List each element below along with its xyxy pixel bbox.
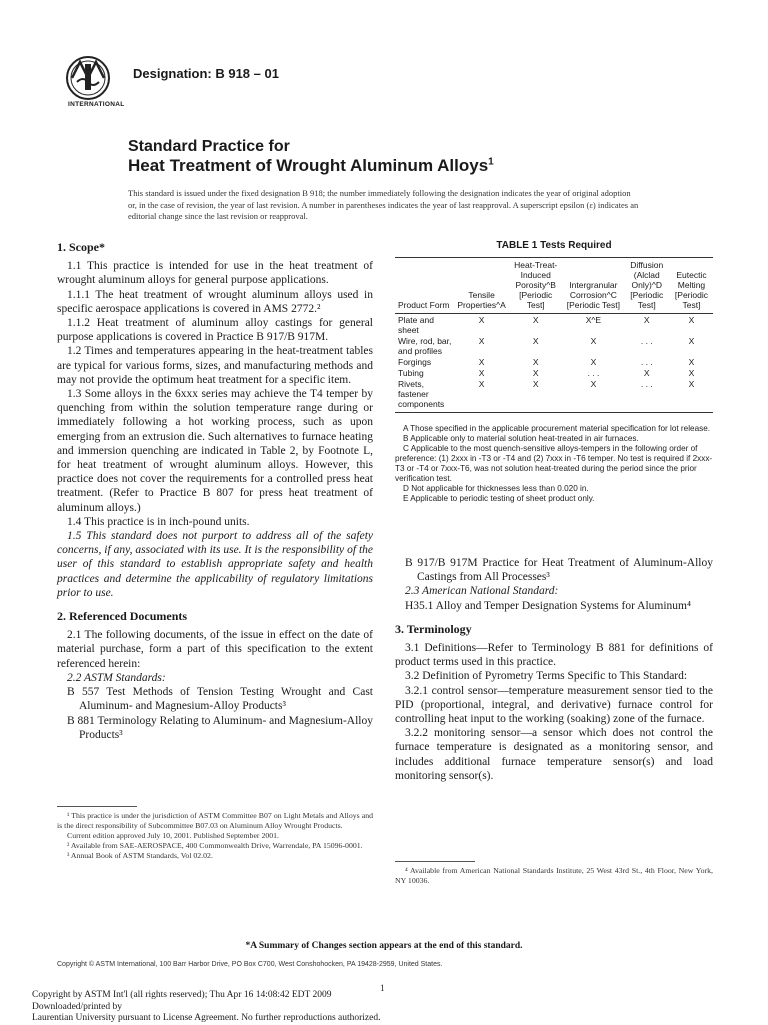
table-note-e: E Applicable to periodic testing of sheet product only. <box>403 494 595 503</box>
table-cell: X <box>670 378 713 413</box>
table-cell: X <box>532 368 539 378</box>
footnote-rule-left <box>57 806 137 807</box>
para-2-2: 2.2 ASTM Standards: <box>67 671 166 684</box>
standard-notice: This standard is issued under the fixed designation B 918; the number immediately following the designation indicates the year of original adoption or, in the case of revision, the year of last revision. A number in parentheses indicates the year of last reapproval. A superscript epsilon (ε) indicates an editorial change since the last revision or reapproval. <box>128 188 639 221</box>
table-row <box>395 335 713 356</box>
download-line-3: Laurentian University pursuant to License Agreement. No further reproductions authorized. <box>32 1013 381 1023</box>
table-header-cell: Intergranular Corrosion^C [Periodic Test] <box>563 258 623 314</box>
table-cell: X <box>532 336 539 346</box>
para-3-1: 3.1 Definitions—Refer to Terminology B 881 for definitions of product terms used in this practice. <box>395 642 713 669</box>
title-line-1: Standard Practice for <box>128 138 290 155</box>
table-note-a: A Those specified in the applicable procurement material specification for lot release. <box>403 424 711 433</box>
para-1-3: 1.3 Some alloys in the 6xxx series may achieve the T4 temper by quenching from within the solution temperature range during or immediately following a hot working process, such as upon emerging from an extrusion die. Such alternatives to furnace heating and immersion quenching are indicated in Table 2, by Footnote L, for heat treatment of wrought aluminum alloys. However, this practice does not cover the requirements for a controlled press heat treatment. (Refer to Practice B 807 for press heat treatment of aluminum alloys.) <box>57 388 373 514</box>
table-cell: . . . <box>640 336 653 346</box>
page-number: 1 <box>380 983 385 993</box>
right-column <box>395 556 713 783</box>
table-1 <box>395 257 713 413</box>
footnote-rule-right <box>395 861 475 862</box>
download-line-1: Copyright by ASTM Int'l (all rights reserved); Thu Apr 16 14:08:42 EDT 2009 <box>32 990 332 1000</box>
table-cell: X <box>688 315 695 325</box>
table-row <box>395 314 713 336</box>
table-1-notes <box>395 424 713 504</box>
para-2-3: 2.3 American National Standard: <box>405 585 559 598</box>
table-cell: X <box>532 315 539 325</box>
title-line-2 <box>128 156 494 176</box>
para-1-5: 1.5 This standard does not purport to address all of the safety concerns, if any, associated with its use. It is the responsibility of the user of this standard to establish appropriate safety and health practices and determine the applicability of regulatory limitations prior to use. <box>57 530 373 599</box>
table-cell: X <box>688 357 695 367</box>
table-row <box>395 378 713 413</box>
table-row <box>395 356 713 367</box>
table-note-c: C Applicable to the most quench-sensitive alloys-tempers in the following order of preference: (1) 2xxx in -T3 or -T4 and (2) 7xxx in -T6 temper. No test is required if 2xxx-T3 or -T4 or 7xxx-T6, was not solution heat-treated during the period since the prior verification test. <box>395 444 713 483</box>
designation: Designation: B 918 – 01 <box>133 66 279 81</box>
table-cell: X <box>590 336 597 346</box>
table-cell: X <box>643 368 650 378</box>
download-line-2: Downloaded/printed by <box>32 1001 122 1012</box>
astm-logo <box>58 54 124 116</box>
download-notice <box>32 990 381 1025</box>
para-1-1-1: 1.1.1 The heat treatment of wrought aluminum alloys used in specific aerospace applications is covered in AMS 2772.² <box>57 288 373 315</box>
table-cell: Rivets, fastener components <box>395 378 455 413</box>
table-header-cell: Heat-Treat-Induced Porosity^B [Periodic Test] <box>508 258 563 314</box>
table-cell: X <box>478 368 485 378</box>
table-header-cell: Tensile Properties^A <box>455 258 508 314</box>
table-cell: Forgings <box>398 357 432 367</box>
ref-b881: B 881 Terminology Relating to Aluminum- and Magnesium-Alloy Products³ <box>67 714 373 741</box>
para-1-4: 1.4 This practice is in inch-pound units. <box>67 515 250 528</box>
para-1-1: 1.1 This practice is intended for use in the heat treatment of wrought aluminum alloys for general purpose applications. <box>57 260 373 287</box>
para-3-2: 3.2 Definition of Pyrometry Terms Specific to This Standard: <box>405 670 688 683</box>
table-cell: X <box>478 357 485 367</box>
terminology-heading: 3. Terminology <box>395 621 472 636</box>
footnote-1-edition: Current edition approved July 10, 2001. Published September 2001. <box>67 831 280 840</box>
table-cell: X <box>508 378 563 413</box>
table-cell: . . . <box>640 357 653 367</box>
footnote-4 <box>395 866 713 886</box>
table-cell: Plate and sheet <box>398 315 434 335</box>
footnote-2: ² Available from SAE-AEROSPACE, 400 Commonwealth Drive, Warrendale, PA 15096-0001. <box>67 841 363 850</box>
table-header-cell: Product Form <box>395 258 455 314</box>
table-cell: X <box>478 315 485 325</box>
table-cell: X <box>688 368 695 378</box>
copyright-line: Copyright © ASTM International, 100 Barr Harbor Drive, PO Box C700, West Conshohocken, PA 19428-2959, United States. <box>57 961 443 968</box>
left-column <box>57 240 373 742</box>
logo-subtext: INTERNATIONAL <box>68 101 125 108</box>
title-footnote-mark: 1 <box>488 156 494 168</box>
ref-b917: B 917/B 917M Practice for Heat Treatment of Aluminum-Alloy Castings from All Processes³ <box>405 557 713 584</box>
table-1-title: TABLE 1 Tests Required <box>496 240 612 251</box>
title-text: Heat Treatment of Wrought Aluminum Alloys <box>128 156 489 175</box>
table-cell: . . . <box>587 368 600 378</box>
table-note-b: B Applicable only to material solution heat-treated in air furnaces. <box>403 434 639 443</box>
summary-note: *A Summary of Changes section appears at the end of this standard. <box>245 941 523 951</box>
table-cell: X <box>478 336 485 346</box>
footnote-3: ³ Annual Book of ASTM Standards, Vol 02.02. <box>67 851 213 860</box>
ref-h35-1: H35.1 Alloy and Temper Designation Systems for Aluminum⁴ <box>405 599 692 612</box>
table-cell: X <box>532 357 539 367</box>
table-header-cell: Diffusion (Alclad Only)^D [Periodic Test] <box>624 258 670 314</box>
table-cell: X <box>643 315 650 325</box>
table-cell: Wire, rod, bar, and profiles <box>398 336 452 356</box>
referenced-heading: 2. Referenced Documents <box>57 609 188 624</box>
scope-heading: 1. Scope* <box>57 240 105 254</box>
ref-b557: B 557 Test Methods of Tension Testing Wrought and Cast Aluminum- and Magnesium-Alloy Products³ <box>67 686 373 713</box>
table-cell: X <box>688 336 695 346</box>
table-header-cell: Eutectic Melting [Periodic Test] <box>670 258 713 314</box>
table-cell: . . . <box>624 378 670 413</box>
table-header-row <box>395 258 713 314</box>
para-1-1-2: 1.1.2 Heat treatment of aluminum alloy castings for general purpose applications is covered in Practice B 917/B 917M. <box>57 317 373 344</box>
para-1-2: 1.2 Times and temperatures appearing in the heat-treatment tables are typical for various forms, sizes, and manufacturing methods and may not provide the optimum heat treatment for a specific item. <box>57 345 373 386</box>
footnote-1: ¹ This practice is under the jurisdiction of ASTM Committee B07 on Light Metals and Alloys and is the direct responsibility of Subcommittee B07.03 on Aluminum Alloy Wrought Products. <box>57 811 373 830</box>
para-2-1: 2.1 The following documents, of the issue in effect on the date of material purchase, form a part of this specification to the extent referenced herein: <box>57 629 373 670</box>
table-row <box>395 367 713 378</box>
table-cell: Tubing <box>398 368 424 378</box>
table-cell: X <box>563 378 623 413</box>
table-cell: X <box>455 378 508 413</box>
footnote-4-text: ⁴ Available from American National Standards Institute, 25 West 43rd St., 4th Floor, New York, NY 10036. <box>395 866 713 885</box>
table-cell: X^E <box>585 315 602 325</box>
table-note-d: D Not applicable for thicknesses less than 0.020 in. <box>403 484 589 493</box>
para-3-2-1: 3.2.1 control sensor—temperature measurement sensor tied to the PID (proportional, integral, and derivative) furnace control for controlling heat input to the working (soaking) zone of the furnace. <box>395 684 713 726</box>
table-cell: X <box>590 357 597 367</box>
para-3-2-2: 3.2.2 monitoring sensor—a sensor which does not control the furnace temperature is designated as a monitoring sensor, and includes additional furnace temperature sensor(s) and load monitoring sensor(s). <box>395 727 713 782</box>
footnotes-left <box>57 811 373 861</box>
